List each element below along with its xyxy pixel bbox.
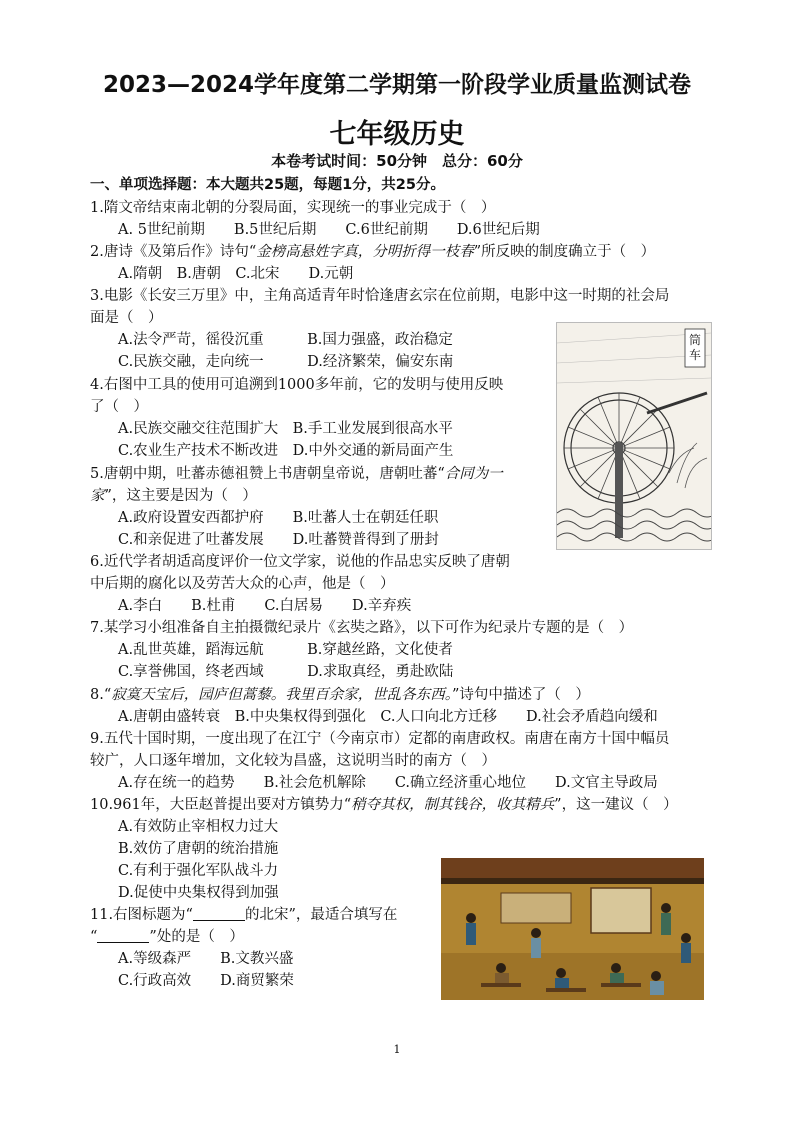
question-9-options: A.存在统一的趋势 B.社会危机解除 C.确立经济重心地位 D.文官主导政局: [118, 775, 658, 791]
q10-stem-a: 10.961年，大臣赵普提出要对方镇势力“: [90, 797, 352, 813]
question-11-line1: [90, 903, 397, 924]
question-10-option-d: D.促使中央集权得到加强: [118, 885, 279, 901]
painting-drawing: [441, 858, 704, 1000]
question-4-options-cd: C.农业生产技术不断改进 D.中外交通的新局面产生: [118, 443, 454, 459]
question-9-line1: 9.五代十国时期，一度出现了在江宁（今南京市）定都的南唐政权。南唐在南方十国中幅员: [90, 731, 670, 747]
question-1-options: A. 5世纪前期 B.5世纪后期 C.6世纪前期 D.6世纪后期: [118, 222, 540, 238]
question-10-stem: [90, 793, 678, 814]
q2-quote: 金榜高悬姓字真，分明折得一枝春: [256, 244, 474, 260]
question-7-options-cd: C.享誉佛国，终老西域 D.求取真经，勇赴欧陆: [118, 664, 454, 680]
question-11-options-cd: C.行政高效 D.商贸繁荣: [118, 973, 294, 989]
q2-stem-a: 2.唐诗《及第后作》诗句“: [90, 244, 257, 260]
northern-song-painting: [441, 858, 704, 1000]
question-2-stem: [90, 240, 655, 261]
exam-meta: 本卷考试时间：50分钟 总分：60分: [271, 152, 523, 170]
question-5-line1: [90, 462, 503, 483]
q10-stem-b: ”，这一建议（ ）: [554, 797, 678, 813]
question-10-option-b: B.效仿了唐朝的统治措施: [118, 841, 279, 857]
question-6-line2: 中后期的腐化以及劳苦大众的心声，他是（ ）: [90, 576, 395, 592]
question-4-options-ab: A.民族交融交往范围扩大 B.手工业发展到很高水平: [118, 421, 453, 437]
exam-title: 2023—2024学年度第二学期第一阶段学业质量监测试卷: [102, 72, 692, 98]
question-2-options: A.隋朝 B.唐朝 C.北宋 D.元朝: [118, 266, 354, 282]
waterwheel-label: 筒车: [688, 333, 701, 362]
question-5-options-cd: C.和亲促进了吐蕃发展 D.吐蕃赞普得到了册封: [118, 532, 439, 548]
q5-line2-quote: 家: [90, 488, 105, 504]
question-4-line2: 了（ ）: [90, 399, 148, 415]
question-7-options-ab: A.乱世英雄，蹈海远航 B.穿越丝路，文化使者: [118, 642, 453, 658]
question-8-options: A.唐朝由盛转衰 B.中央集权得到强化 C.人口向北方迁移 D.社会矛盾趋向缓和: [118, 709, 658, 725]
q8-quote: 寂寞天宝后，园庐但蒿藜。我里百余家，世乱各东西。: [111, 687, 452, 703]
question-3-options-cd: C.民族交融，走向统一 D.经济繁荣，偏安东南: [118, 354, 454, 370]
q10-quote: 稍夺其权，制其钱谷，收其精兵: [351, 797, 555, 813]
q5-line1-a: 5.唐朝中期，吐蕃赤德祖赞上书唐朝皇帝说，唐朝吐蕃“: [90, 466, 445, 482]
question-7-stem: 7.某学习小组准备自主拍摄微纪录片《玄奘之路》，以下可作为纪录片专题的是（ ）: [90, 620, 634, 636]
q5-line1-quote: 合同为一: [444, 466, 503, 482]
question-9-line2: 较广，人口逐年增加，文化较为昌盛，这说明当时的南方（ ）: [90, 753, 496, 769]
question-5-line2: [90, 484, 257, 505]
question-1-stem: 1.隋文帝结束南北朝的分裂局面，实现统一的事业完成于（ ）: [90, 200, 496, 216]
exam-subtitle: 七年级历史: [329, 119, 465, 150]
question-3-options-ab: A.法令严苛，徭役沉重 B.国力强盛，政治稳定: [118, 332, 453, 348]
q11-line1-a: 11.右图标题为“: [90, 907, 193, 923]
q5-line2-b: ”，这主要是因为（ ）: [104, 488, 257, 504]
q11-line1-b: 的北宋”，最适合填写在: [244, 907, 398, 923]
q11-blank-2: [97, 928, 149, 943]
question-8-stem: [90, 683, 590, 704]
section-heading: 一、单项选择题：本大题共25题，每题1分，共25分。: [90, 177, 445, 193]
question-6-line1: 6.近代学者胡适高度评价一位文学家，说他的作品忠实反映了唐朝: [90, 554, 510, 570]
q11-line2-b: ”处的是（ ）: [149, 929, 244, 945]
page-number: 1: [393, 1043, 401, 1056]
question-10-option-a: A.有效防止宰相权力过大: [118, 819, 279, 835]
q2-stem-b: ”所反映的制度确立于（ ）: [473, 244, 656, 260]
q11-blank-1: [193, 906, 245, 921]
question-10-option-c: C.有利于强化军队战斗力: [118, 863, 279, 879]
question-3-line1: 3.电影《长安三万里》中，主角高适青年时恰逢唐玄宗在位前期，电影中这一时期的社会局: [90, 288, 670, 304]
q8-stem-b: ”诗句中描述了（ ）: [452, 687, 590, 703]
question-6-options: A.李白 B.杜甫 C.白居易 D.辛弃疾: [118, 598, 412, 614]
q11-line2-a: “: [90, 929, 98, 945]
waterwheel-illustration: [556, 322, 712, 550]
question-11-line2: [90, 925, 244, 946]
question-11-options-ab: A.等级森严 B.文教兴盛: [118, 951, 294, 967]
q8-stem-a: 8.“: [90, 687, 112, 703]
question-3-line2: 面是（ ）: [90, 310, 163, 326]
question-5-options-ab: A.政府设置安西都护府 B.吐蕃人士在朝廷任职: [118, 510, 439, 526]
question-4-line1: 4.右图中工具的使用可追溯到1000多年前，它的发明与使用反映: [90, 377, 504, 393]
